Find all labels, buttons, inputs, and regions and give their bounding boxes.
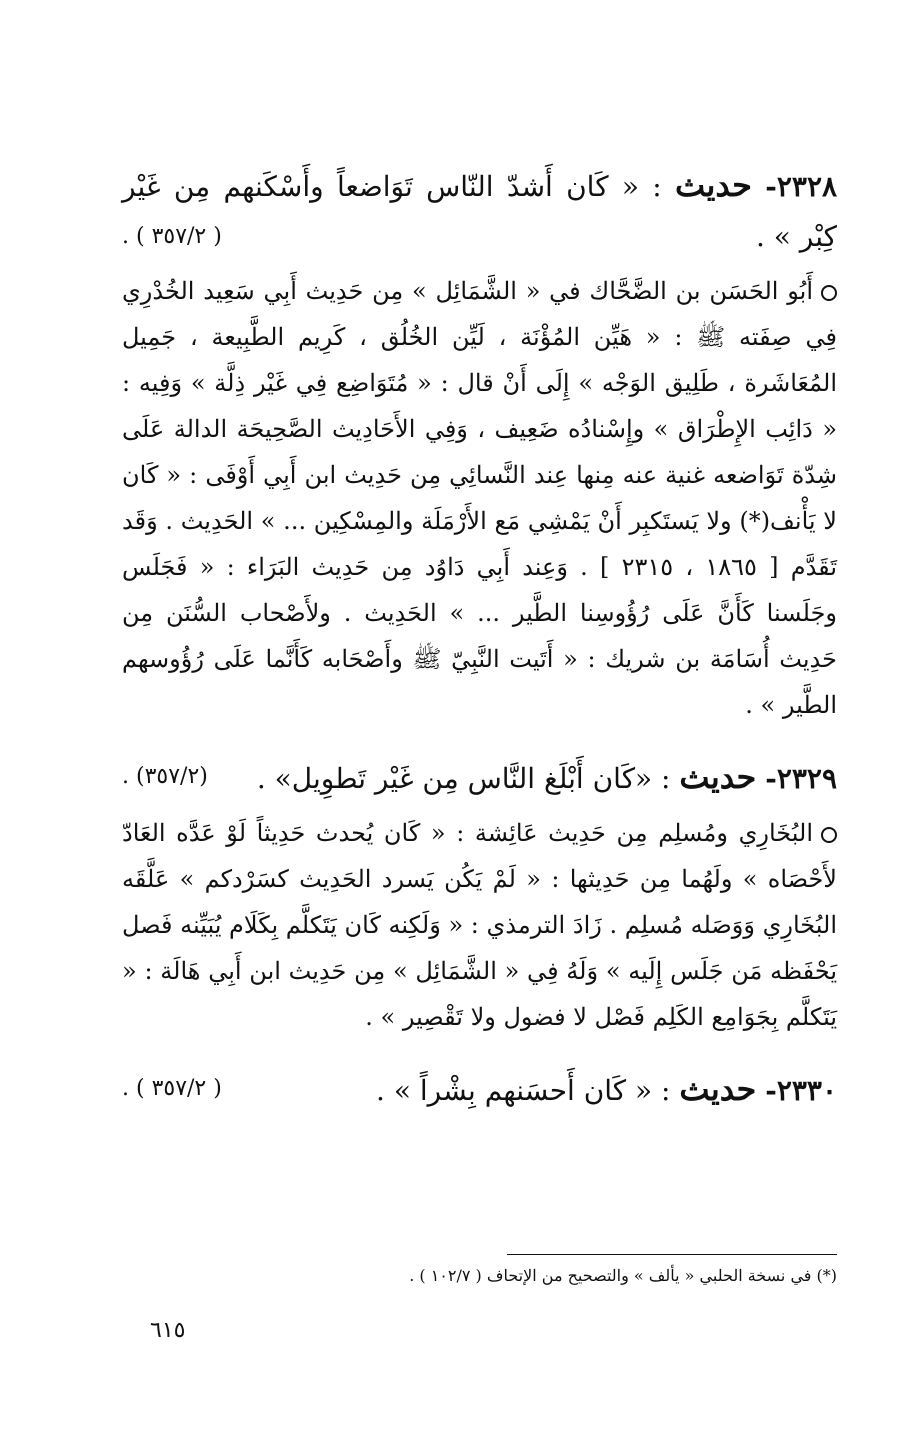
- hadith-text-line: [122, 1064, 837, 1116]
- hadith-entry-2329: [122, 752, 837, 1040]
- hollow-circle-icon: [821, 285, 837, 301]
- hadith-text: : « كَان أَشدّ النّاس تَوَاضعاً وأَسْكَنهم مِن غَيْر كِبْر » .: [122, 170, 837, 253]
- hadith-keyword: حديث: [675, 166, 752, 204]
- hadith-text: : « كَان أَحسَنهم بِشْراً » .: [376, 1074, 671, 1107]
- hadith-text-line: [122, 752, 837, 804]
- footnote: (*) في نسخة الحلبي « يألف » والتصحيح من الإتحاف ( ١٠٢/٧ ) .: [409, 1266, 837, 1285]
- hadith-commentary: [122, 268, 837, 728]
- page-content: [122, 160, 837, 1140]
- commentary-text: أَبُو الحَسَن بن الضَّحَّاك في « الشَّمَائِل » مِن حَدِيث أَبِي سَعِيد الخُدْرِي فِي صِفَته ﷺ : « هَيِّن المُؤْنَة ، لَيِّن الخُلُق ، كَرِيم الطَّبِيعة ، جَمِيل المُعَاشَرة ، طَلِيق الوَجْه » إِلَى أَنْ قال : « مُتَوَاضِع فِي غَيْر ذِلَّة » وَفِيه : « دَائِب الإِطْرَاق » وإِسْنادُه ضَعِيف ، وَفِي الأَحَادِيث الصَّحِيحَة الدالة عَلَى شِدّة تَوَاضعه غنية عنه مِنها عِند النَّسائِي مِن حَدِيث ابن أَبِي أَوْفَى : « كَان لا يَأْنف(*) ولا يَستَكبِر أَنْ يَمْشِي مَع الأَرْمَلَة والمِسْكِين ... » الحَدِيث . وَقَد تَقَدَّم [ ١٨٦٥ ، ٢٣١٥ ] . وَعِند أَبِي دَاوُد مِن حَدِيث البَرَاء : « فَجَلَس وجَلَسنا كَأَنَّ عَلَى رُؤُوسِنا الطَّير ... » الحَدِيث . ولأَصْحاب السُّنَن مِن حَدِيث أُسَامَة بن شريك : « أَتَيت النَّبِيّ ﷺ وأَصْحَابه كَأَنَّما عَلَى رُؤُوسهم الطَّير » .: [122, 277, 837, 719]
- page-number: ٦١٥: [150, 1318, 186, 1343]
- hadith-entry-2330: [122, 1064, 837, 1116]
- commentary-text: البُخَارِي ومُسلِم مِن حَدِيث عَائِشة : « كَان يُحدث حَدِيثاً لَوْ عَدَّه العَادّ لأَحْصَاه » ولَهُما مِن حَدِيثها : « لَمْ يَكُن يَسرد الحَدِيث كسَرْدكم » عَلَّقَه البُخَارِي وَوَصَله مُسلِم . زَادَ الترمذي : « وَلَكِنه كَان يَتَكلَّم بِكَلَام يُبَيِّنه فَصل يَحْفَظه مَن جَلَس إِلَيه » وَلَهُ فِي « الشَّمَائِل » مِن حَدِيث ابن أَبِي هَالَة : « يَتَكلَّم بِجَوَامِع الكَلِم فَصْل لا فضول ولا تَقْصِير » .: [122, 819, 837, 1031]
- hadith-text-line: [122, 160, 837, 262]
- hadith-keyword: حديث: [679, 758, 757, 796]
- footnote-divider: [507, 1254, 837, 1255]
- hollow-circle-icon: [821, 827, 837, 843]
- hadith-reference: ( ٣٥٧/٢ ) .: [122, 224, 222, 249]
- hadith-reference: ( ٣٥٧/٢ ) .: [122, 1076, 222, 1101]
- hadith-reference: (٣٥٧/٢) .: [122, 764, 208, 789]
- hadith-entry-2328: [122, 160, 837, 728]
- hadith-number: ٢٣٢٨-: [765, 170, 838, 203]
- hadith-keyword: حديث: [679, 1070, 757, 1108]
- hadith-number: ٢٣٣٠-: [765, 1074, 837, 1107]
- hadith-number: ٢٣٢٩-: [765, 762, 837, 795]
- hadith-commentary: [122, 810, 837, 1040]
- hadith-text: : «كَان أَبْلَغ النَّاس مِن غَيْر تَطوِيل» .: [256, 762, 671, 795]
